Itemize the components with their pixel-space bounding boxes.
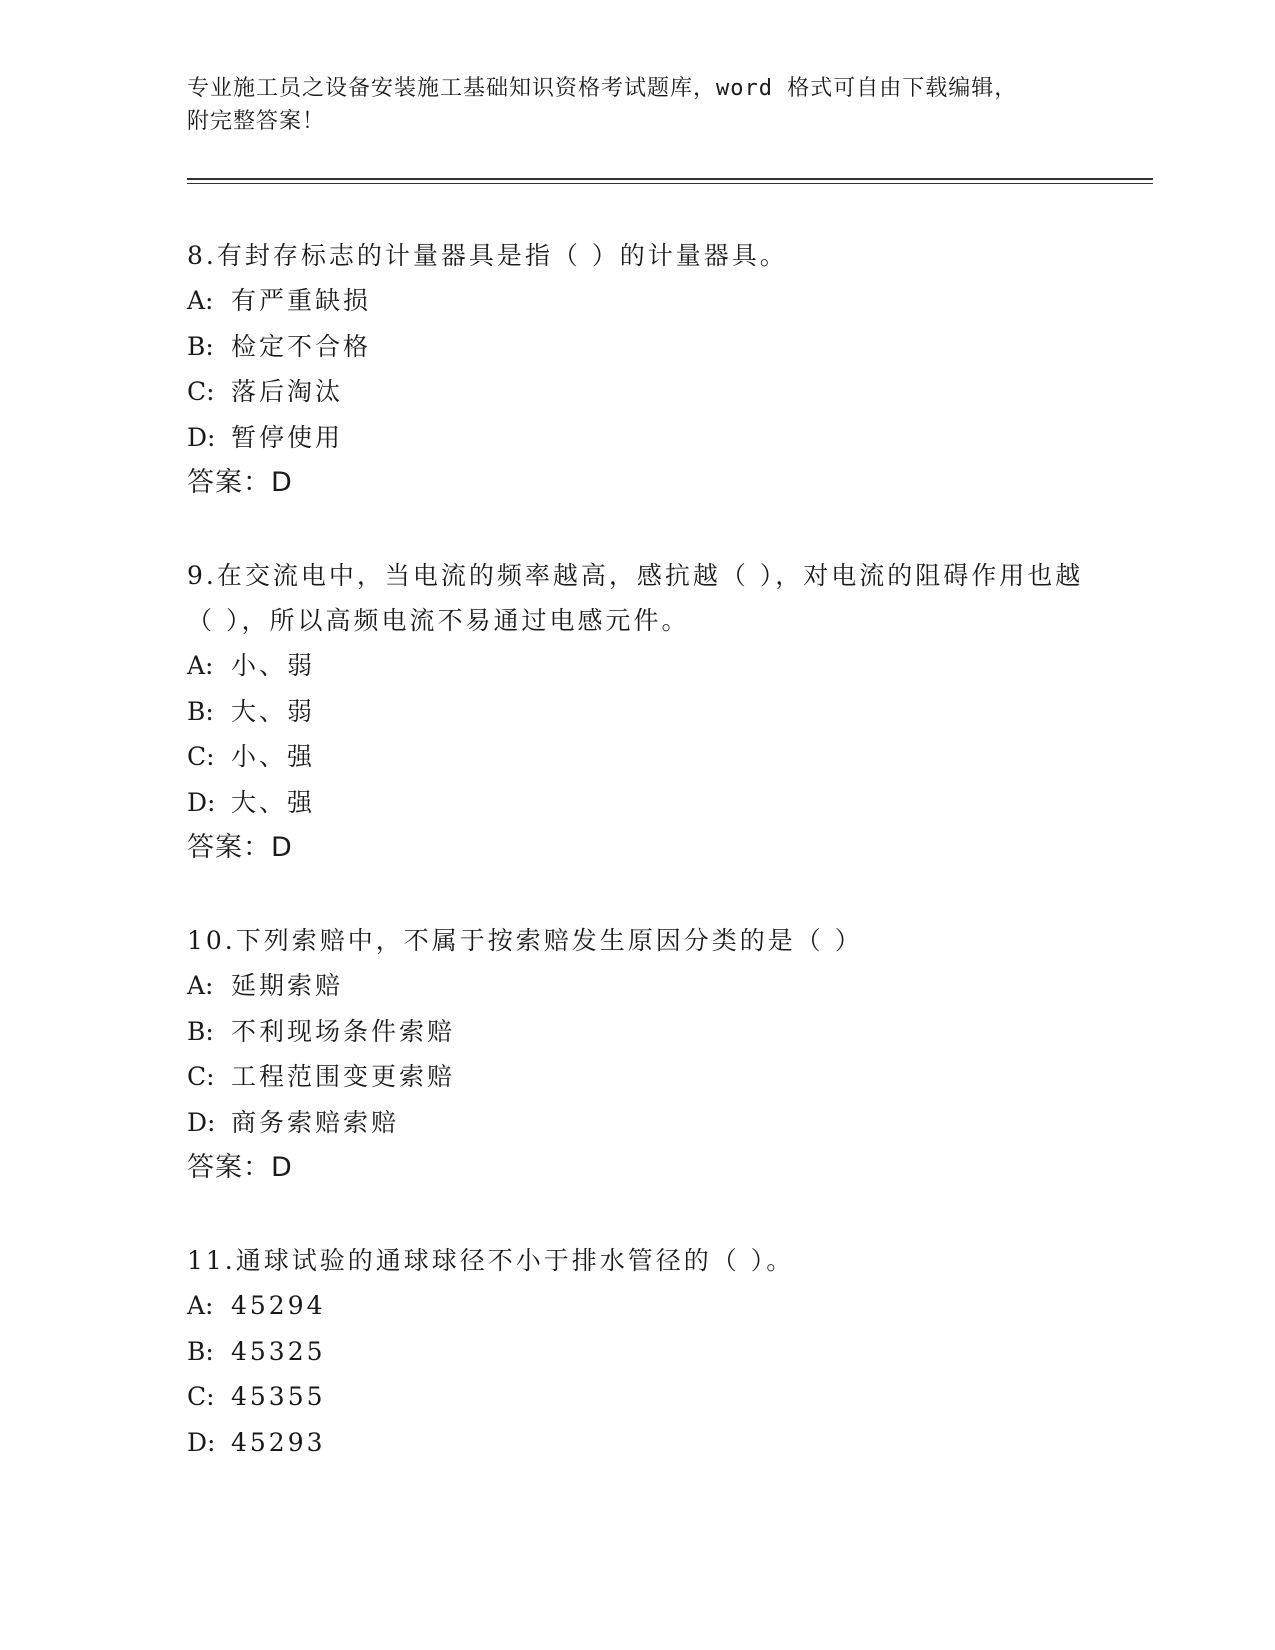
option-text: 落后淘汰 (231, 377, 344, 406)
option-a (187, 643, 1087, 689)
option-key: B: (187, 331, 214, 361)
option-text: 有严重缺损 (231, 286, 372, 315)
header-line-2: 附完整答案！ (187, 109, 326, 134)
option-text: 45355 (231, 1382, 326, 1411)
option-text: 大、强 (231, 787, 316, 817)
header-divider-thick (187, 178, 1153, 180)
option-text: 商务索赔索赔 (231, 1107, 400, 1137)
option-key: C: (187, 377, 215, 406)
question-text: 9.在交流电中，当电流的频率越高，感抗越（ ），对电流的阻碍作用也越（ ），所以高频电流不易通过电感元件。 (187, 561, 1084, 635)
question-text: 8.有封存标志的计量器具是指（ ）的计量器具。 (187, 241, 788, 270)
option-b (187, 689, 1087, 735)
header-line-1: 专业施工员之设备安装施工基础知识资格考试题库，word 格式可自由下载编辑， (187, 76, 1018, 101)
option-text: 大、弱 (231, 696, 316, 726)
document-header (187, 72, 1067, 138)
option-text: 不利现场条件索赔 (231, 1016, 456, 1046)
answer-line: 答案：D (187, 467, 293, 498)
option-key: D: (187, 787, 216, 817)
option-c (187, 1374, 1087, 1420)
option-c (187, 1054, 1087, 1100)
option-a (187, 278, 1087, 324)
option-key: D: (187, 1427, 216, 1457)
question-11 (187, 1238, 1087, 1465)
question-9 (187, 553, 1087, 870)
question-10 (187, 918, 1087, 1190)
option-key: A: (187, 286, 214, 315)
option-key: B: (187, 1336, 214, 1366)
option-key: B: (187, 1016, 214, 1046)
option-key: D: (187, 1107, 216, 1137)
option-b (187, 324, 1087, 370)
option-key: A: (187, 651, 214, 680)
answer-line: 答案：D (187, 1152, 293, 1183)
option-a (187, 963, 1087, 1009)
option-c (187, 734, 1087, 780)
question-text: 11.通球试验的通球球径不小于排水管径的（ ）。 (187, 1246, 795, 1275)
answer-line: 答案：D (187, 832, 293, 863)
header-divider-thin (187, 183, 1153, 184)
option-text: 工程范围变更索赔 (231, 1062, 456, 1091)
option-text: 45294 (231, 1291, 326, 1320)
option-text: 延期索赔 (231, 971, 344, 1000)
option-b (187, 1329, 1087, 1375)
option-key: C: (187, 1062, 215, 1091)
option-b (187, 1009, 1087, 1055)
question-text: 10.下列索赔中，不属于按索赔发生原因分类的是（ ） (187, 926, 863, 955)
option-d (187, 1100, 1087, 1146)
option-key: C: (187, 1382, 215, 1411)
option-text: 暂停使用 (231, 422, 344, 452)
option-key: A: (187, 1291, 214, 1320)
option-key: C: (187, 742, 215, 771)
option-key: B: (187, 696, 214, 726)
option-key: D: (187, 422, 216, 452)
option-text: 小、弱 (231, 651, 316, 680)
option-text: 小、强 (231, 742, 316, 771)
option-key: A: (187, 971, 214, 1000)
option-d (187, 780, 1087, 826)
question-8 (187, 233, 1087, 505)
option-d (187, 1420, 1087, 1466)
option-text: 45325 (231, 1336, 326, 1366)
option-c (187, 369, 1087, 415)
option-d (187, 415, 1087, 461)
option-a (187, 1283, 1087, 1329)
option-text: 检定不合格 (231, 331, 372, 361)
option-text: 45293 (231, 1427, 326, 1457)
